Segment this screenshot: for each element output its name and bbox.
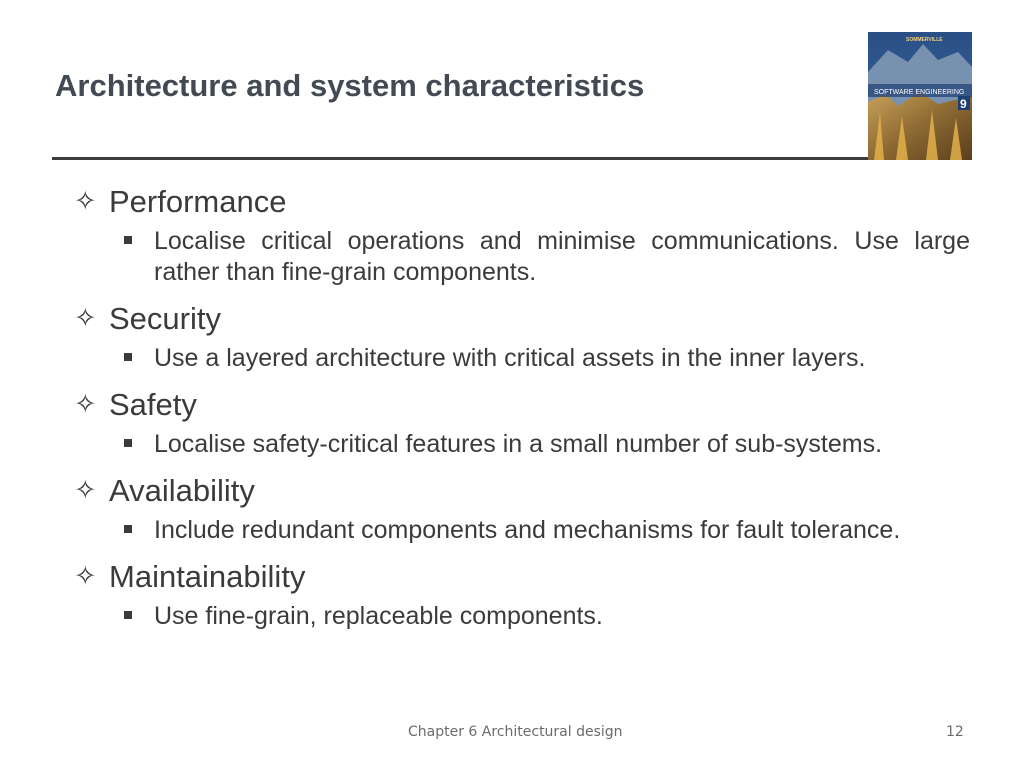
cover-book-title: SOFTWARE ENGINEERING bbox=[874, 89, 965, 96]
four-point-star-icon: ✧ bbox=[74, 475, 97, 506]
bullet-item bbox=[154, 343, 970, 374]
title-divider bbox=[52, 157, 868, 160]
heading-security bbox=[74, 299, 970, 339]
heading-label: Availability bbox=[109, 473, 255, 508]
slide-body bbox=[74, 182, 970, 643]
square-bullet-icon bbox=[124, 236, 132, 244]
heading-label: Safety bbox=[109, 387, 197, 422]
bullet-item bbox=[154, 515, 970, 546]
slide-footer: Chapter 6 Architectural design bbox=[408, 724, 623, 740]
square-bullet-icon bbox=[124, 525, 132, 533]
heading-label: Security bbox=[109, 301, 221, 336]
bullet-text: Use a layered architecture with critical assets in the inner layers. bbox=[154, 344, 866, 372]
cover-edition: 9 bbox=[960, 97, 967, 111]
four-point-star-icon: ✧ bbox=[74, 303, 97, 334]
heading-performance bbox=[74, 182, 970, 222]
page-number: 12 bbox=[946, 724, 964, 740]
heading-label: Performance bbox=[109, 184, 287, 219]
square-bullet-icon bbox=[124, 439, 132, 447]
four-point-star-icon: ✧ bbox=[74, 389, 97, 420]
cover-author: SOMMERVILLE bbox=[906, 37, 943, 43]
square-bullet-icon bbox=[124, 611, 132, 619]
bullet-text: Localise critical operations and minimise communications. Use large rather than fine-grain components. bbox=[154, 227, 970, 286]
heading-label: Maintainability bbox=[109, 559, 306, 594]
bullet-item bbox=[154, 601, 970, 632]
four-point-star-icon: ✧ bbox=[74, 186, 97, 217]
slide-title: Architecture and system characteristics bbox=[55, 68, 645, 103]
bullet-item bbox=[154, 226, 970, 288]
bullet-text: Localise safety-critical features in a small number of sub-systems. bbox=[154, 430, 883, 458]
heading-maintainability bbox=[74, 557, 970, 597]
square-bullet-icon bbox=[124, 353, 132, 361]
heading-availability bbox=[74, 471, 970, 511]
four-point-star-icon: ✧ bbox=[74, 561, 97, 592]
bullet-text: Use fine-grain, replaceable components. bbox=[154, 602, 603, 630]
heading-safety bbox=[74, 385, 970, 425]
bullet-text: Include redundant components and mechanisms for fault tolerance. bbox=[154, 516, 901, 544]
book-cover-image bbox=[868, 32, 972, 160]
bullet-item bbox=[154, 429, 970, 460]
